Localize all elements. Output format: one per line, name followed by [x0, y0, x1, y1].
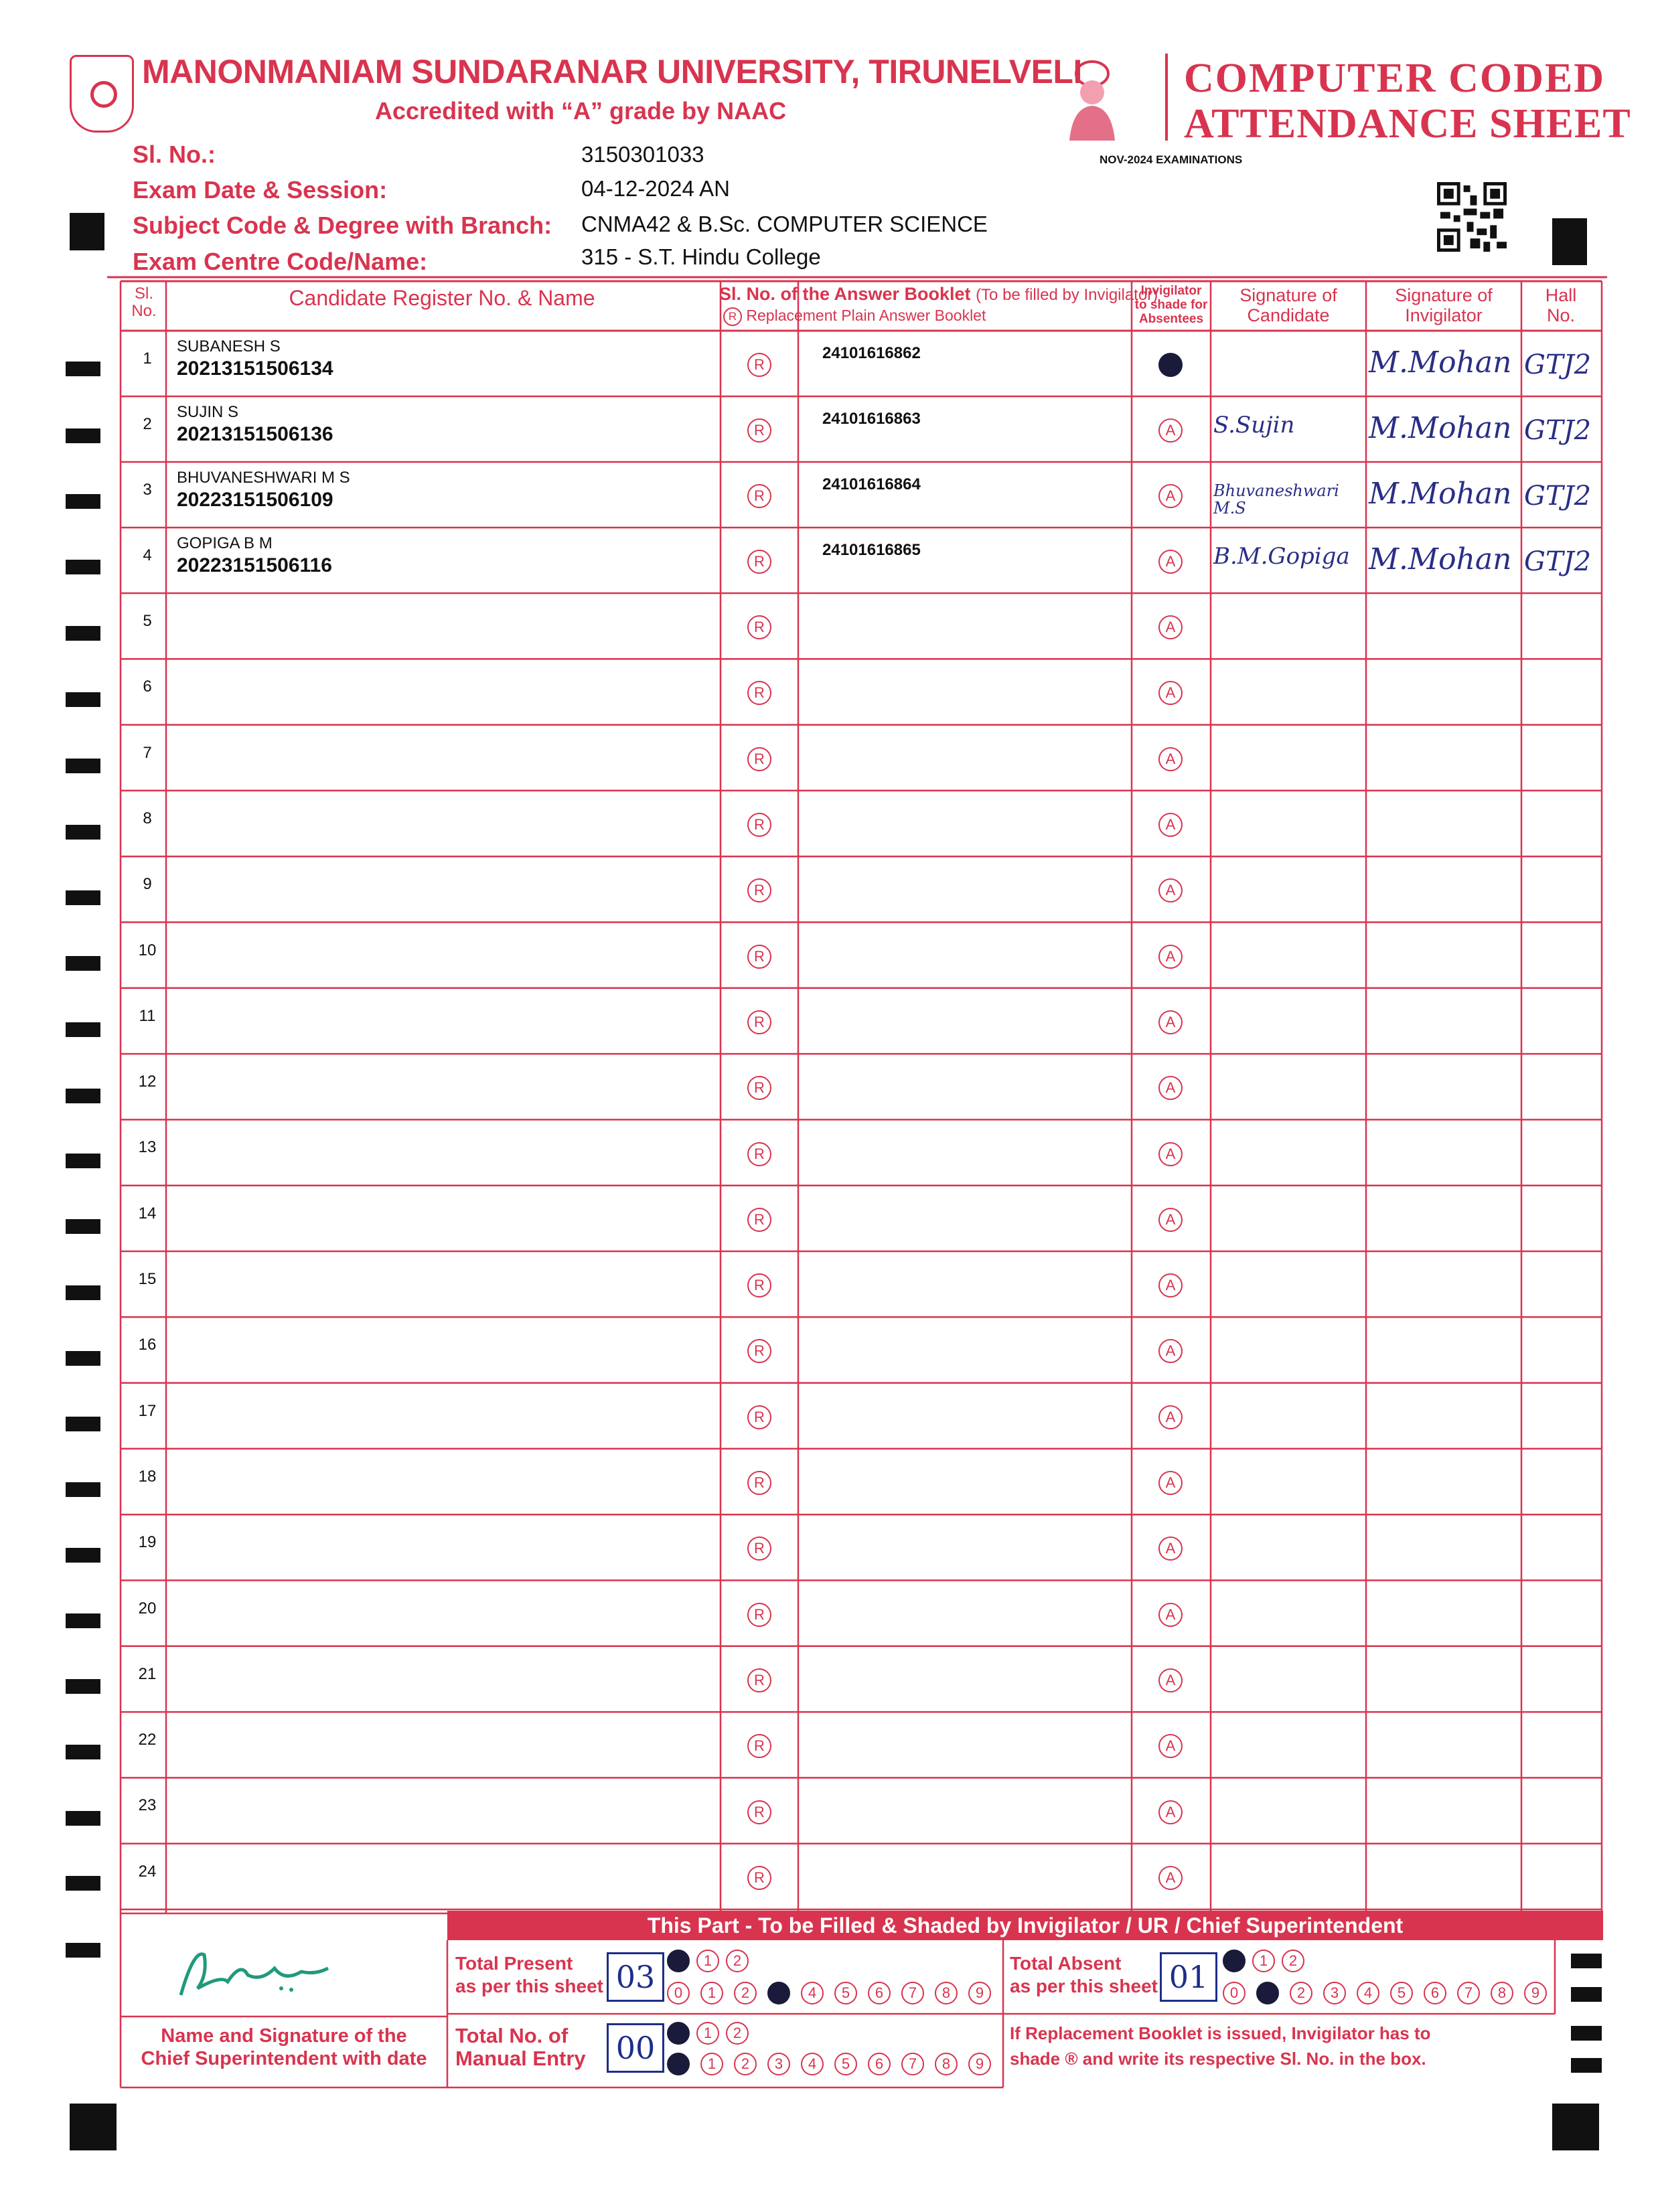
units-digit-bubble[interactable]: 2	[734, 1982, 757, 2004]
row-sl-no: 10	[138, 941, 157, 959]
chief-superintendent-label: Name and Signature of the Chief Superintendent with date	[141, 2025, 427, 2069]
replacement-bubble[interactable]: R	[747, 1668, 771, 1692]
row-sl-no: 24	[138, 1862, 157, 1881]
absentee-bubble[interactable]: A	[1158, 418, 1183, 443]
row-sl-no: 4	[143, 546, 152, 564]
units-digit-bubble[interactable]: 2	[1290, 1982, 1312, 2004]
hall-no: GTJ2	[1524, 481, 1592, 511]
sl-no-label: Sl. No.:	[133, 141, 216, 168]
absentee-bubble[interactable]: A	[1158, 878, 1183, 902]
row-sl-no: 2	[143, 415, 152, 433]
row-sl-no: 6	[143, 678, 152, 696]
candidate-signature: S.Sujin	[1213, 412, 1295, 439]
hall-no: GTJ2	[1524, 349, 1592, 380]
manual-entry-label: Total No. of Manual Entry	[455, 2024, 586, 2070]
absentee-bubble[interactable]: A	[1158, 747, 1183, 771]
units-digit-bubble[interactable]: 0	[1223, 1982, 1246, 2004]
units-digit-bubble[interactable]: 6	[868, 2053, 891, 2075]
replacement-note: If Replacement Booklet is issued, Invigilator has to shade ® and write its respective Sl. No. in the box.	[1010, 2023, 1431, 2069]
exam-series: NOV-2024 EXAMINATIONS	[1100, 153, 1243, 166]
accreditation: Accredited with “A” grade by NAAC	[375, 97, 787, 125]
booklet-header-note: (To be filled by Invigilator)	[976, 286, 1158, 304]
units-digit-bubble[interactable]: 7	[901, 1982, 924, 2004]
row-sl-no: 16	[138, 1336, 157, 1354]
units-digit-bubble[interactable]: 3	[767, 2053, 790, 2075]
invigilator-signature: M.Mohan	[1369, 477, 1512, 511]
answer-booklet-no: 24101616862	[822, 344, 921, 362]
units-digit-bubble[interactable]: 6	[868, 1982, 891, 2004]
units-digit-bubble[interactable]: 1	[700, 2053, 723, 2075]
col-header-invigilator-shade: Invigilator to shade for Absentees	[1134, 284, 1208, 326]
tens-digit-bubble[interactable]: 2	[726, 1950, 749, 1972]
units-digit-bubble[interactable]: 4	[801, 1982, 824, 2004]
exam-date-label: Exam Date & Session:	[133, 176, 388, 204]
units-digit-bubble[interactable]	[667, 2053, 690, 2075]
absentee-bubble[interactable]: A	[1158, 550, 1183, 574]
absentee-bubble[interactable]	[1158, 353, 1183, 377]
candidate-register-no: 20223151506109	[177, 489, 333, 511]
candidate-name: SUJIN S	[177, 403, 239, 421]
replacement-bubble[interactable]: R	[747, 1734, 771, 1758]
replacement-bubble[interactable]: R	[747, 1273, 771, 1297]
replacement-bubble[interactable]: R	[747, 1471, 771, 1495]
candidate-signature: Bhuvaneshwari M.S	[1213, 481, 1339, 518]
units-digit-bubble[interactable]	[767, 1982, 790, 2004]
units-digit-bubble[interactable]	[1256, 1982, 1279, 2004]
row-sl-no: 12	[138, 1073, 157, 1091]
sl-no-value: 3150301033	[581, 142, 704, 167]
tens-digit-bubble[interactable]	[667, 2022, 690, 2045]
units-digit-bubble[interactable]: 9	[1524, 1982, 1547, 2004]
col-header-hall: Hall No.	[1545, 285, 1577, 325]
invigilator-signature: M.Mohan	[1369, 542, 1512, 576]
units-digit-bubble[interactable]: 9	[968, 2053, 991, 2075]
row-sl-no: 1	[143, 349, 152, 368]
tens-digit-bubble[interactable]: 1	[696, 1950, 719, 1972]
absentee-bubble[interactable]: A	[1158, 1734, 1183, 1758]
units-digit-bubble[interactable]: 8	[935, 2053, 958, 2075]
row-sl-no: 15	[138, 1270, 157, 1288]
units-digit-bubble[interactable]: 5	[834, 1982, 857, 2004]
row-sl-no: 5	[143, 612, 152, 630]
tens-digit-bubble[interactable]: 2	[726, 2022, 749, 2045]
row-sl-no: 11	[139, 1006, 156, 1025]
absentee-bubble[interactable]: A	[1158, 1339, 1183, 1363]
tens-digit-bubble[interactable]	[667, 1950, 690, 1972]
replacement-bubble[interactable]: R	[747, 1076, 771, 1100]
exam-date-value: 04-12-2024 AN	[581, 176, 730, 201]
row-sl-no: 14	[138, 1204, 157, 1222]
absentee-bubble[interactable]: A	[1158, 1142, 1183, 1166]
units-digit-bubble[interactable]: 9	[968, 1982, 991, 2004]
total-absent-box[interactable]: 01	[1160, 1952, 1217, 2002]
units-digit-bubble[interactable]: 7	[901, 2053, 924, 2075]
replacement-bubble[interactable]: R	[747, 418, 771, 443]
units-digit-bubble[interactable]: 3	[1323, 1982, 1346, 2004]
replacement-bubble[interactable]: R	[747, 1866, 771, 1890]
footer-band-title: This Part - To be Filled & Shaded by Invigilator / UR / Chief Superintendent	[447, 1911, 1603, 1940]
units-digit-bubble[interactable]: 5	[1390, 1982, 1413, 2004]
booklet-header-main: Sl. No. of the Answer Booklet	[719, 284, 971, 304]
absentee-bubble[interactable]: A	[1158, 945, 1183, 969]
absentee-bubble[interactable]: A	[1158, 1010, 1183, 1034]
replacement-bubble[interactable]: R	[747, 1800, 771, 1824]
col-header-replacement	[723, 305, 1132, 326]
col-header-booklet	[719, 284, 1158, 305]
replacement-bubble[interactable]: R	[747, 550, 771, 574]
total-absent-label: Total Absent as per this sheet	[1010, 1953, 1158, 1996]
replacement-bubble[interactable]: R	[747, 1339, 771, 1363]
sheet-title-line2: ATTENDANCE SHEET	[1184, 101, 1631, 147]
absentee-bubble[interactable]: A	[1158, 1668, 1183, 1692]
row-sl-no: 21	[138, 1664, 157, 1683]
centre-label: Exam Centre Code/Name:	[133, 248, 428, 275]
col-header-candidate: Candidate Register No. & Name	[289, 286, 595, 310]
units-digit-bubble[interactable]: 4	[801, 2053, 824, 2075]
chief-superintendent-signature	[167, 1935, 355, 2008]
tens-digit-bubble[interactable]: 1	[1252, 1950, 1275, 1972]
units-digit-bubble[interactable]: 6	[1424, 1982, 1446, 2004]
absentee-bubble[interactable]: A	[1158, 1536, 1183, 1561]
absentee-bubble[interactable]: A	[1158, 1471, 1183, 1495]
units-digit-bubble[interactable]: 8	[935, 1982, 958, 2004]
replacement-bubble[interactable]: R	[747, 1603, 771, 1627]
replacement-label: Replacement Plain Answer Booklet	[746, 307, 986, 324]
manual-entry-box[interactable]: 00	[607, 2023, 664, 2073]
absentee-bubble[interactable]: A	[1158, 615, 1183, 639]
absentee-bubble[interactable]: A	[1158, 813, 1183, 837]
tens-digit-bubble[interactable]	[1223, 1950, 1246, 1972]
row-sl-no: 22	[138, 1731, 157, 1749]
tens-digit-bubble[interactable]: 1	[696, 2022, 719, 2045]
candidate-name: GOPIGA B M	[177, 534, 273, 552]
row-sl-no: 8	[143, 809, 152, 827]
units-digit-bubble[interactable]: 7	[1457, 1982, 1480, 2004]
col-header-sig-invigilator: Signature of Invigilator	[1395, 285, 1493, 325]
row-sl-no: 18	[138, 1467, 157, 1486]
units-digit-bubble[interactable]: 8	[1491, 1982, 1513, 2004]
row-sl-no: 7	[143, 743, 152, 762]
total-present-label: Total Present as per this sheet	[455, 1953, 603, 1996]
candidate-signature: B.M.Gopiga	[1213, 543, 1350, 570]
units-digit-bubble[interactable]: 1	[700, 1982, 723, 2004]
replacement-bubble[interactable]: R	[747, 1142, 771, 1166]
replacement-bubble[interactable]: R	[747, 1405, 771, 1429]
col-header-sig-candidate: Signature of Candidate	[1239, 285, 1337, 325]
row-sl-no: 17	[138, 1401, 157, 1420]
candidate-name: BHUVANESHWARI M S	[177, 469, 350, 487]
row-sl-no: 23	[138, 1796, 157, 1815]
absentee-bubble[interactable]: A	[1158, 1405, 1183, 1429]
absentee-bubble[interactable]: A	[1158, 1076, 1183, 1100]
replacement-bubble[interactable]: R	[747, 1010, 771, 1034]
replacement-bubble[interactable]: R	[747, 813, 771, 837]
answer-booklet-no: 24101616863	[822, 410, 921, 428]
replacement-bubble[interactable]: R	[747, 353, 771, 377]
university-name: MANONMANIAM SUNDARANAR UNIVERSITY, TIRUNELVELI	[142, 53, 1082, 90]
row-sl-no: 3	[143, 481, 152, 499]
sheet-title-line1: COMPUTER CODED	[1184, 56, 1606, 101]
invigilator-signature: M.Mohan	[1369, 411, 1512, 445]
absentee-bubble[interactable]: A	[1158, 1800, 1183, 1824]
absentee-bubble[interactable]: A	[1158, 1603, 1183, 1627]
absentee-bubble[interactable]: A	[1158, 681, 1183, 705]
replacement-bubble[interactable]: R	[747, 878, 771, 902]
absentee-bubble[interactable]: A	[1158, 484, 1183, 508]
tens-digit-bubble[interactable]: 2	[1282, 1950, 1304, 1972]
row-sl-no: 13	[138, 1138, 157, 1157]
answer-booklet-no: 24101616864	[822, 475, 921, 493]
invigilator-signature: M.Mohan	[1369, 345, 1512, 380]
total-present-box[interactable]: 03	[607, 1952, 664, 2002]
replacement-bubble[interactable]: R	[747, 945, 771, 969]
centre-value: 315 - S.T. Hindu College	[581, 244, 821, 269]
row-sl-no: 20	[138, 1599, 157, 1617]
col-header-sl: Sl. No.	[131, 285, 157, 320]
subject-value: CNMA42 & B.Sc. COMPUTER SCIENCE	[581, 212, 988, 236]
absentee-bubble[interactable]: A	[1158, 1866, 1183, 1890]
row-sl-no: 19	[138, 1533, 157, 1552]
units-digit-bubble[interactable]: 4	[1357, 1982, 1379, 2004]
hall-no: GTJ2	[1524, 415, 1592, 446]
replacement-bubble[interactable]: R	[747, 1208, 771, 1232]
row-sl-no: 9	[143, 875, 152, 894]
replacement-bubble[interactable]: R	[747, 484, 771, 508]
units-digit-bubble[interactable]: 0	[667, 1982, 690, 2004]
units-digit-bubble[interactable]: 2	[734, 2053, 757, 2075]
replacement-bubble[interactable]: R	[747, 615, 771, 639]
replacement-r-icon: R	[723, 307, 742, 326]
absentee-bubble[interactable]: A	[1158, 1208, 1183, 1232]
answer-booklet-no: 24101616865	[822, 541, 921, 559]
replacement-bubble[interactable]: R	[747, 1536, 771, 1561]
replacement-bubble[interactable]: R	[747, 681, 771, 705]
hall-no: GTJ2	[1524, 546, 1592, 577]
candidate-register-no: 20223151506116	[177, 554, 332, 576]
candidate-register-no: 20213151506134	[177, 358, 333, 380]
subject-label: Subject Code & Degree with Branch:	[133, 212, 552, 239]
absentee-bubble[interactable]: A	[1158, 1273, 1183, 1297]
candidate-name: SUBANESH S	[177, 337, 281, 356]
units-digit-bubble[interactable]: 5	[834, 2053, 857, 2075]
candidate-register-no: 20213151506136	[177, 423, 333, 445]
replacement-bubble[interactable]: R	[747, 747, 771, 771]
